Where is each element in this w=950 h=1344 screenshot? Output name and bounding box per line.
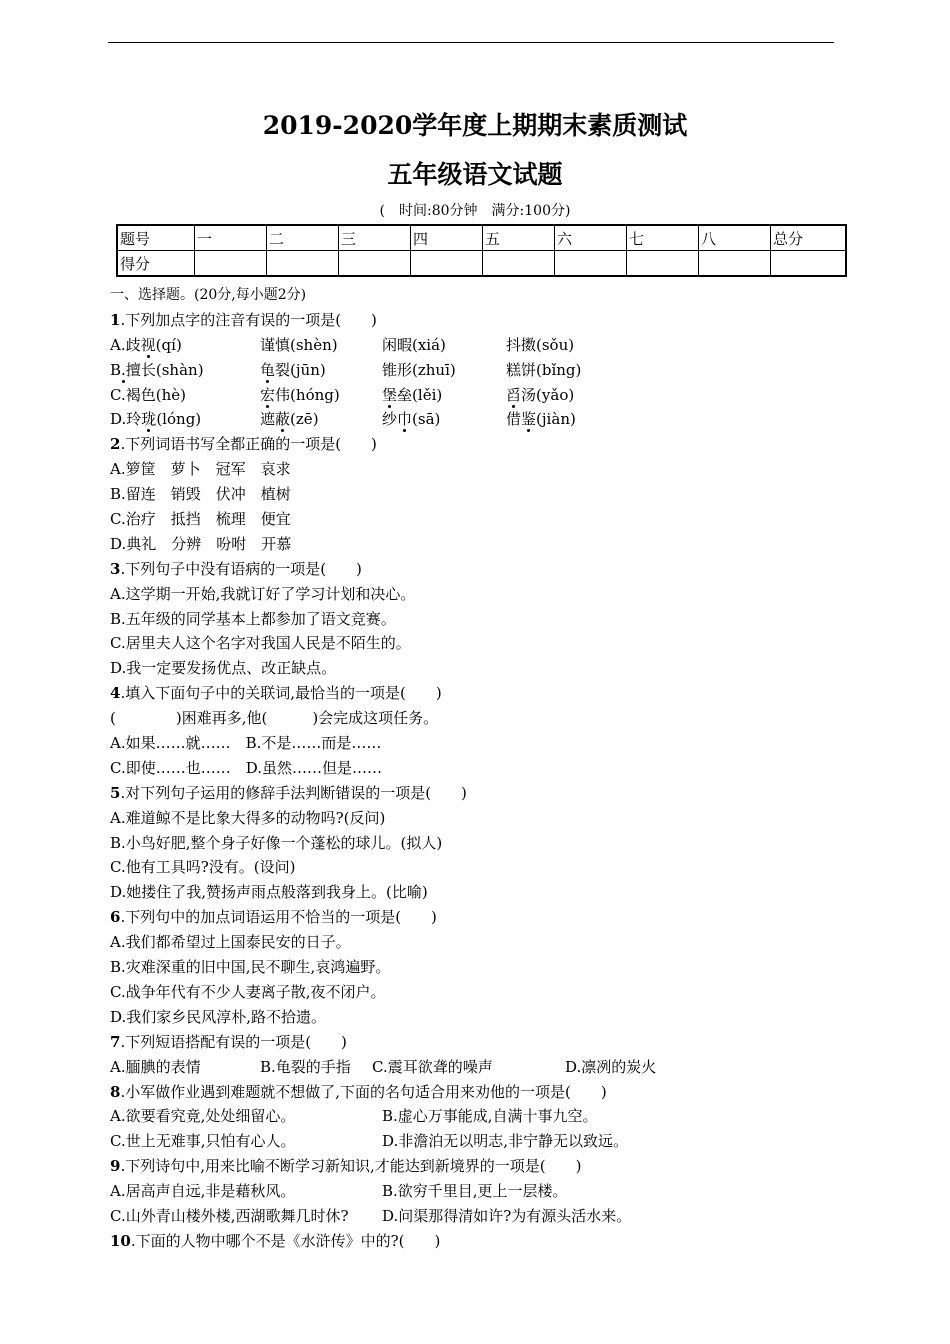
- time-info: ( 时间:80分钟 满分:100分): [379, 203, 571, 219]
- section-title: 一、选择题。(20分,每小题2分): [110, 287, 307, 303]
- question-stem: [110, 308, 840, 333]
- question-number: 9: [110, 1157, 121, 1176]
- option-row: [110, 631, 840, 656]
- option-item[interactable]: 堡垒(lěi): [382, 385, 443, 404]
- header-rule: [108, 42, 834, 43]
- question-text: .填入下面句子中的关联词,最恰当的一项是( ): [120, 684, 442, 703]
- option-row: [110, 1204, 840, 1229]
- score-header-cell: 二: [267, 225, 339, 251]
- option-item[interactable]: D.非澹泊无以明志,非宁静无以致远。: [382, 1132, 629, 1151]
- option-item[interactable]: 借鉴(jiàn): [506, 410, 576, 429]
- option-item[interactable]: B.擅长(shàn): [110, 360, 204, 379]
- option-row: [110, 407, 840, 432]
- score-cell[interactable]: [555, 251, 627, 277]
- option-item[interactable]: D.问渠那得清如许?为有源头活水来。: [382, 1206, 632, 1225]
- question-number: 2: [110, 435, 121, 454]
- option-item[interactable]: C.他有工具吗?没有。(设问): [110, 858, 296, 877]
- question-content: [110, 283, 840, 1254]
- option-item[interactable]: B.龟裂的手指: [260, 1057, 351, 1076]
- option-item[interactable]: C.即使……也…… D.虽然……但是……: [110, 758, 382, 777]
- option-row: [110, 955, 840, 980]
- option-item[interactable]: C.治疗 抵挡 梳理 便宜: [110, 510, 291, 529]
- question-stem: [110, 1229, 840, 1254]
- option-item[interactable]: 闲暇(xiá): [382, 335, 446, 354]
- option-row: [110, 383, 840, 408]
- question-number: 5: [110, 783, 121, 802]
- option-item[interactable]: B.虚心万事能成,自满十事九空。: [382, 1107, 598, 1126]
- option-row: [110, 980, 840, 1005]
- question-text: .对下列句子运用的修辞手法判断错误的一项是( ): [120, 783, 467, 802]
- option-row: [110, 358, 840, 383]
- question-text: .下列句中的加点词语运用不恰当的一项是( ): [120, 908, 437, 927]
- score-cell[interactable]: [771, 251, 847, 277]
- option-item[interactable]: 抖擞(sǒu): [506, 335, 575, 354]
- option-item[interactable]: D.典礼 分辨 吩咐 开慕: [110, 534, 292, 553]
- option-item[interactable]: D.凛冽的炭火: [565, 1057, 657, 1076]
- score-cell[interactable]: [267, 251, 339, 277]
- score-row-label: 得分: [117, 251, 195, 277]
- option-item[interactable]: C.世上无难事,只怕有心人。: [110, 1132, 296, 1151]
- score-cell[interactable]: [627, 251, 699, 277]
- score-table-header-row: [117, 225, 846, 251]
- question-text: .小军做作业遇到难题就不想做了,下面的名句适合用来劝他的一项是( ): [120, 1082, 607, 1101]
- option-item[interactable]: B.留连 销毁 伏冲 植树: [110, 485, 291, 504]
- option-item[interactable]: D.我一定要发扬优点、改正缺点。: [110, 659, 337, 678]
- option-item[interactable]: D.玲珑(lóng): [110, 410, 202, 429]
- option-item[interactable]: C.褐色(hè): [110, 385, 186, 404]
- option-row: [110, 507, 840, 532]
- option-item[interactable]: 谨慎(shèn): [260, 335, 338, 354]
- option-item[interactable]: ( )困难再多,他( )会完成这项任务。: [110, 709, 439, 728]
- question-stem: [110, 432, 840, 457]
- question-number: 10: [110, 1231, 131, 1250]
- score-header-cell: 题号: [117, 225, 195, 251]
- question-text: .下列句子中没有语病的一项是( ): [120, 559, 362, 578]
- option-item[interactable]: A.欲要看究竟,处处细留心。: [110, 1107, 296, 1126]
- question-number: 1: [110, 310, 121, 329]
- option-item[interactable]: A.这学期一开始,我就订好了学习计划和决心。: [110, 584, 416, 603]
- question-stem: [110, 1154, 840, 1179]
- score-header-cell: 六: [555, 225, 627, 251]
- option-row: [110, 656, 840, 681]
- score-header-cell: 七: [627, 225, 699, 251]
- option-item[interactable]: 纱巾(sā): [382, 410, 441, 429]
- option-item[interactable]: A.箩筐 萝卜 冠军 哀求: [110, 460, 291, 479]
- option-item[interactable]: B.欲穷千里目,更上一层楼。: [382, 1182, 568, 1201]
- question-stem: [110, 557, 840, 582]
- option-row: [110, 831, 840, 856]
- option-row: [110, 806, 840, 831]
- option-item[interactable]: A.难道鲸不是比象大得多的动物吗?(反问): [110, 808, 386, 827]
- option-item[interactable]: A.居高声自远,非是藉秋风。: [110, 1182, 296, 1201]
- option-row: [110, 1055, 840, 1080]
- score-cell[interactable]: [483, 251, 555, 277]
- question-text: .下列词语书写全都正确的一项是( ): [120, 435, 377, 454]
- question-number: 3: [110, 559, 121, 578]
- question-stem: [110, 905, 840, 930]
- option-row: [110, 706, 840, 731]
- option-item[interactable]: A.我们都希望过上国泰民安的日子。: [110, 933, 351, 952]
- option-row: [110, 607, 840, 632]
- option-item[interactable]: 遮蔽(zē): [260, 410, 319, 429]
- score-header-cell: 四: [411, 225, 483, 251]
- option-row: [110, 1104, 840, 1129]
- option-item[interactable]: 宏伟(hóng): [260, 385, 340, 404]
- question-number: 8: [110, 1082, 121, 1101]
- question-stem: [110, 781, 840, 806]
- question-number: 7: [110, 1032, 121, 1051]
- option-item[interactable]: 糕饼(bǐng): [506, 360, 582, 379]
- option-item[interactable]: A.腼腆的表情: [110, 1057, 201, 1076]
- score-cell[interactable]: [195, 251, 267, 277]
- option-row: [110, 1129, 840, 1154]
- question-text: .下列短语搭配有误的一项是( ): [120, 1032, 347, 1051]
- score-table: [116, 224, 847, 277]
- option-row: [110, 1179, 840, 1204]
- question-stem: [110, 1030, 840, 1055]
- option-item[interactable]: C.震耳欲聋的噪声: [372, 1057, 493, 1076]
- question-stem: [110, 681, 840, 706]
- score-header-cell: 八: [699, 225, 771, 251]
- option-row: [110, 482, 840, 507]
- option-row: [110, 457, 840, 482]
- option-item[interactable]: A.歧视(qí): [110, 335, 182, 354]
- option-item[interactable]: 龟裂(jūn): [260, 360, 326, 379]
- option-row: [110, 532, 840, 557]
- exam-title: 2019-2020学年度上期期末素质测试: [262, 111, 688, 140]
- score-cell[interactable]: [339, 251, 411, 277]
- option-item[interactable]: D.她搂住了我,赞扬声雨点般落到我身上。(比喻): [110, 883, 428, 902]
- option-row: [110, 855, 840, 880]
- option-item[interactable]: B.小鸟好肥,整个身子好像一个蓬松的球儿。(拟人): [110, 833, 443, 852]
- score-header-cell: 一: [195, 225, 267, 251]
- option-item[interactable]: 锥形(zhuī): [382, 360, 456, 379]
- option-item[interactable]: A.如果……就…… B.不是……而是……: [110, 734, 382, 753]
- option-row: [110, 582, 840, 607]
- question-stem: [110, 1080, 840, 1105]
- option-item[interactable]: B.五年级的同学基本上都参加了语文竞赛。: [110, 609, 396, 628]
- option-row: [110, 880, 840, 905]
- question-text: .下列诗句中,用来比喻不断学习新知识,才能达到新境界的一项是( ): [120, 1157, 582, 1176]
- score-header-cell: 总分: [771, 225, 847, 251]
- question-text: .下面的人物中哪个不是《水浒传》中的?( ): [130, 1231, 441, 1250]
- question-number: 6: [110, 908, 121, 927]
- score-header-cell: 三: [339, 225, 411, 251]
- option-item[interactable]: B.灾难深重的旧中国,民不聊生,哀鸿遍野。: [110, 958, 391, 977]
- option-row: [110, 333, 840, 358]
- score-cell[interactable]: [699, 251, 771, 277]
- score-table-score-row: [117, 251, 846, 277]
- exam-subtitle: 五年级语文试题: [387, 160, 563, 189]
- option-row: [110, 1005, 840, 1030]
- question-number: 4: [110, 684, 121, 703]
- option-row: [110, 930, 840, 955]
- option-item[interactable]: D.我们家乡民风淳朴,路不拾遗。: [110, 1007, 327, 1026]
- option-item[interactable]: 舀汤(yǎo): [506, 385, 575, 404]
- option-item[interactable]: C.战争年代有不少人妻离子散,夜不闭户。: [110, 982, 386, 1001]
- option-row: [110, 756, 840, 781]
- option-item[interactable]: C.居里夫人这个名字对我国人民是不陌生的。: [110, 634, 411, 653]
- score-cell[interactable]: [411, 251, 483, 277]
- question-text: .下列加点字的注音有误的一项是( ): [120, 310, 377, 329]
- score-header-cell: 五: [483, 225, 555, 251]
- option-item[interactable]: C.山外青山楼外楼,西湖歌舞几时休?: [110, 1206, 349, 1225]
- option-row: [110, 731, 840, 756]
